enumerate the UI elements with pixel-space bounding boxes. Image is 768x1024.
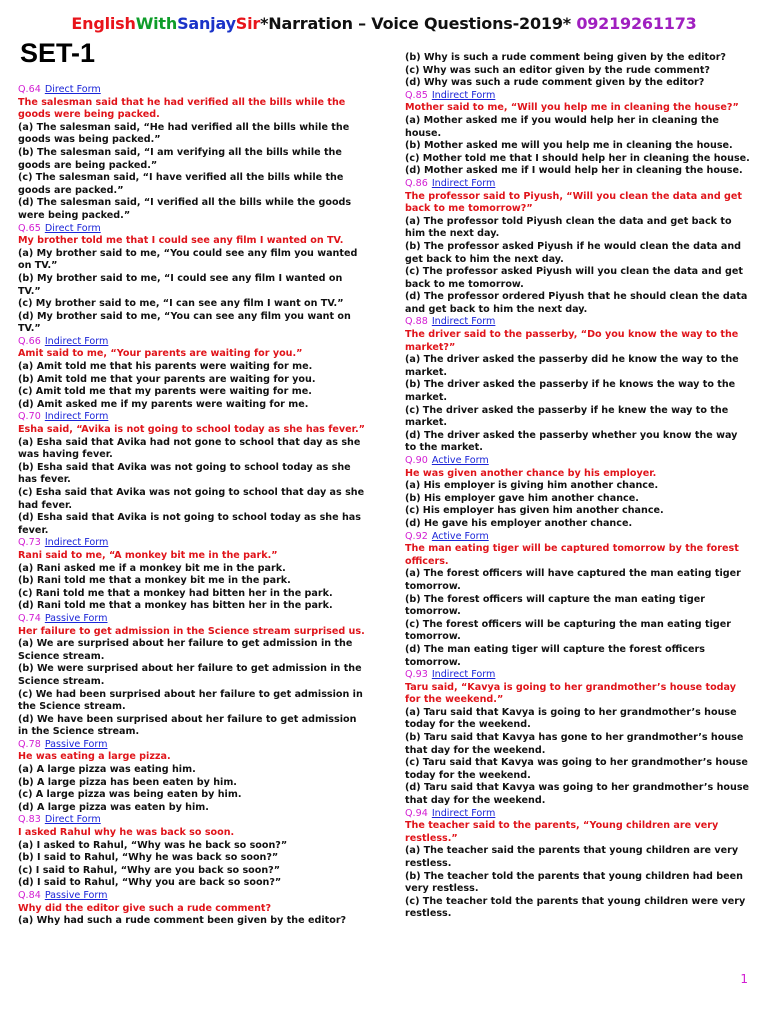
question-number: Q.73 <box>18 537 41 549</box>
header-subject: *Narration – Voice Questions-2019* <box>260 14 571 33</box>
question-header <box>18 739 368 752</box>
question-number: Q.84 <box>18 890 41 901</box>
answer-option[interactable]: (b) Why is such a rude comment being given by the editor? <box>405 52 726 63</box>
question-header <box>405 178 750 191</box>
answer-option[interactable]: (a) We are surprised about her failure to get admission in the Science stream. <box>18 638 353 662</box>
left-column <box>18 84 368 928</box>
answer-option[interactable]: (a) Why had such a rude comment been given by the editor? <box>18 915 347 927</box>
question-header <box>18 411 368 424</box>
answer-option[interactable]: (b) Mother asked me will you help me in cleaning the house. <box>405 140 733 152</box>
answer-option[interactable]: (a) Esha said that Avika had not gone to school that day as she was having fever. <box>18 436 361 461</box>
question-header <box>405 808 750 821</box>
question-header <box>405 455 750 468</box>
question-number: Q.65 <box>18 222 41 234</box>
answer-option[interactable]: (b) Rani told me that a monkey bit me in the park. <box>18 575 291 587</box>
question-block <box>18 537 368 613</box>
question-number: Q.78 <box>18 738 41 750</box>
answer-option[interactable]: (c) I said to Rahul, “Why are you back so soon?” <box>18 864 281 876</box>
answer-option[interactable]: (d) Amit asked me if my parents were waiting for me. <box>18 398 309 410</box>
answer-option[interactable]: (d) We have been surprised about her failure to get admission in the Science stream. <box>18 713 357 738</box>
answer-option[interactable]: (d) Esha said that Avika is not going to school today as she has fever. <box>18 512 361 536</box>
answer-option[interactable]: (c) Taru said that Kavya was going to her grandmother’s house today for the weekend. <box>405 757 748 781</box>
question-type-link[interactable]: Direct Form <box>44 222 101 234</box>
answer-option[interactable]: (b) The salesman said, “I am verifying all the bills while the goods are being packed.” <box>18 146 342 171</box>
answer-option[interactable]: (c) His employer has given him another chance. <box>405 505 664 517</box>
answer-option[interactable]: (b) I said to Rahul, “Why he was back so soon?” <box>18 852 279 864</box>
question-header <box>18 84 368 97</box>
answer-option[interactable]: (a) The salesman said, “He had verified all the bills while the goods was being packed.” <box>18 121 350 146</box>
answer-option[interactable]: (c) The driver asked the passerby if he knew the way to the market. <box>405 404 729 429</box>
header-brand-english: English <box>71 14 136 33</box>
question-block <box>18 411 368 537</box>
answer-option[interactable]: (c) The forest officers will be capturing the man eating tiger tomorrow. <box>405 618 731 643</box>
answer-option[interactable]: (b) The teacher told the parents that young children had been very restless. <box>405 870 743 895</box>
answer-option[interactable]: (d) The salesman said, “I verified all the bills while the goods were being packed.” <box>18 197 352 221</box>
answer-option[interactable]: (b) Taru said that Kavya has gone to her grandmother’s house that day for the weekend. <box>405 732 744 756</box>
answer-option[interactable]: (c) My brother said to me, “I can see any film I want on TV.” <box>18 298 344 310</box>
answer-option[interactable]: (a) A large pizza was eating him. <box>18 764 196 776</box>
answer-option[interactable]: (b) My brother said to me, “I could see any film I wanted on TV.” <box>18 272 343 297</box>
question-number: Q.93 <box>405 669 428 681</box>
question-header <box>405 90 750 103</box>
question-number: Q.86 <box>405 177 428 189</box>
answer-option[interactable]: (b) Amit told me that your parents are waiting for you. <box>18 373 316 385</box>
answer-option[interactable]: (a) Taru said that Kavya is going to her grandmother’s house today for the weekend. <box>405 706 737 731</box>
question-block <box>405 455 750 531</box>
answer-option[interactable]: (c) Amit told me that my parents were waiting for me. <box>18 386 312 398</box>
question-block <box>405 808 750 921</box>
answer-option[interactable]: (d) Taru said that Kavya was going to her grandmother’s house that day for the weekend. <box>405 782 750 807</box>
answer-option[interactable]: (b) We were surprised about her failure to get admission in the Science stream. <box>18 663 362 687</box>
right-questions <box>405 90 750 921</box>
question-type-link[interactable]: Indirect Form <box>44 411 109 423</box>
question-header <box>18 223 368 236</box>
answer-option[interactable]: (c) Esha said that Avika was not going to school that day as she had fever. <box>18 487 365 511</box>
answer-option[interactable]: (a) The teacher said the parents that young children are very restless. <box>405 845 739 869</box>
question-type-link[interactable]: Indirect Form <box>431 807 496 819</box>
answer-option[interactable]: (d) The driver asked the passerby whether you know the way to the market. <box>405 429 738 454</box>
answer-option[interactable]: (a) I asked to Rahul, “Why was he back so soon?” <box>18 839 288 851</box>
answer-option[interactable]: (c) Rani told me that a monkey had bitten her in the park. <box>18 587 333 599</box>
answer-option[interactable]: (d) The professor ordered Piyush that he should clean the data and get back to him the next day. <box>405 291 748 315</box>
question-block <box>18 890 368 928</box>
question-number: Q.88 <box>405 316 428 328</box>
answer-option[interactable]: (d) Rani told me that a monkey has bitten her in the park. <box>18 600 333 612</box>
answer-option[interactable]: (d) I said to Rahul, “Why you are back so soon?” <box>18 877 282 889</box>
question-stem: The teacher said to the parents, “Young children are very restless.” <box>405 820 719 844</box>
answer-option[interactable]: (d) Mother asked me if I would help her in cleaning the house. <box>405 165 743 177</box>
question-number: Q.94 <box>405 807 428 819</box>
question-stem: Why did the editor give such a rude comment? <box>18 902 272 914</box>
question-number: Q.74 <box>18 612 41 624</box>
question-block <box>18 739 368 815</box>
question-stem: Taru said, “Kavya is going to her grandmother’s house today for the weekend.” <box>405 681 736 706</box>
page-number: 1 <box>740 972 748 986</box>
answer-option[interactable]: (c) The professor asked Piyush will you clean the data and get back to me tomorrow. <box>405 266 743 290</box>
question-header <box>18 537 368 550</box>
question-stem: Amit said to me, “Your parents are waiting for you.” <box>18 348 303 360</box>
question-type-link[interactable]: Direct Form <box>44 814 101 826</box>
question-stem: The professor said to Piyush, “Will you clean the data and get back to me tomorrow?” <box>405 190 743 215</box>
answer-option[interactable]: (b) The forest officers will capture the man eating tiger tomorrow. <box>405 593 705 618</box>
question-block <box>18 336 368 412</box>
page-header <box>0 14 768 33</box>
question-type-link[interactable]: Indirect Form <box>431 669 496 681</box>
question-type-link[interactable]: Passive Form <box>44 890 108 901</box>
question-header <box>405 669 750 682</box>
question-type-link[interactable]: Active Form <box>431 455 489 466</box>
question-stem: Esha said, “Avika is not going to school today as she has fever.” <box>18 424 365 436</box>
answer-option[interactable]: (c) The teacher told the parents that young children were very restless. <box>405 895 746 920</box>
question-type-link[interactable]: Indirect Form <box>431 316 496 328</box>
answer-option[interactable]: (c) We had been surprised about her failure to get admission in the Science stream. <box>18 688 363 713</box>
answer-option[interactable]: (d) My brother said to me, “You can see any film you want on TV.” <box>18 310 351 335</box>
question-block <box>18 84 368 223</box>
question-number: Q.85 <box>405 89 428 101</box>
question-type-link[interactable]: Indirect Form <box>44 537 109 549</box>
answer-option[interactable]: (b) The professor asked Piyush if he would clean the data and get back to him the next day. <box>405 240 742 265</box>
question-type-link[interactable]: Direct Form <box>44 84 101 95</box>
question-header <box>405 531 750 544</box>
answer-option[interactable]: (d) Why was such a rude comment given by the editor? <box>405 77 705 89</box>
answer-option[interactable]: (d) He gave his employer another chance. <box>405 517 633 529</box>
question-type-link[interactable]: Indirect Form <box>431 177 496 189</box>
question-header <box>18 890 368 903</box>
answer-option[interactable]: (a) My brother said to me, “You could see any film you wanted on TV.” <box>18 247 358 272</box>
answer-option[interactable]: (b) Esha said that Avika was not going to school today as she has fever. <box>18 461 351 486</box>
question-type-link[interactable]: Passive Form <box>44 738 108 750</box>
answer-option[interactable]: (a) Mother asked me if you would help her in cleaning the house. <box>405 114 719 139</box>
answer-option[interactable]: (a) The forest officers will have captured the man eating tiger tomorrow. <box>405 568 741 592</box>
question-number: Q.70 <box>18 411 41 423</box>
question-stem: He was eating a large pizza. <box>18 751 171 763</box>
question-block <box>405 316 750 455</box>
question-stem: Mother said to me, “Will you help me in cleaning the house?” <box>405 102 739 114</box>
question-number: Q.92 <box>405 530 428 542</box>
question-type-link[interactable]: Passive Form <box>44 612 108 624</box>
answer-option[interactable]: (a) The driver asked the passerby did he know the way to the market. <box>405 354 739 378</box>
set-title: SET-1 <box>20 38 96 68</box>
right-column <box>405 52 750 921</box>
question-stem: My brother told me that I could see any film I wanted on TV. <box>18 235 344 247</box>
question-block <box>18 223 368 336</box>
answer-option[interactable]: (c) Why was such an editor given by the rude comment? <box>405 64 710 76</box>
answer-option[interactable]: (b) The driver asked the passerby if he knows the way to the market. <box>405 379 736 404</box>
question-block <box>405 669 750 808</box>
question-stem: He was given another chance by his employer. <box>405 467 657 479</box>
answer-option[interactable]: (a) His employer is giving him another chance. <box>405 480 659 492</box>
question-number: Q.83 <box>18 814 41 826</box>
answer-option[interactable]: (c) A large pizza was being eaten by him. <box>18 789 242 801</box>
header-brand-sanjay: Sanjay <box>177 14 236 33</box>
continued-options <box>405 52 750 90</box>
answer-option[interactable]: (c) The salesman said, “I have verified all the bills while the goods are packed.” <box>18 172 344 196</box>
question-stem: Rani said to me, “A monkey bit me in the park.” <box>18 549 278 561</box>
question-stem: The man eating tiger will be captured tomorrow by the forest officers. <box>405 543 739 567</box>
question-type-link[interactable]: Indirect Form <box>431 89 496 101</box>
question-number: Q.66 <box>18 335 41 347</box>
question-type-link[interactable]: Active Form <box>431 530 489 542</box>
question-block <box>405 90 750 178</box>
answer-option[interactable]: (a) Amit told me that his parents were waiting for me. <box>18 361 313 373</box>
header-phone: 09219261173 <box>576 14 697 33</box>
answer-option[interactable]: (a) Rani asked me if a monkey bit me in the park. <box>18 562 286 574</box>
question-stem: Her failure to get admission in the Science stream surprised us. <box>18 625 365 637</box>
header-brand-sir: Sir <box>235 14 261 33</box>
question-block <box>18 814 368 890</box>
answer-option[interactable]: (d) The man eating tiger will capture the forest officers tomorrow. <box>405 643 705 668</box>
question-header <box>18 814 368 827</box>
question-block <box>405 531 750 670</box>
question-header <box>18 336 368 349</box>
answer-option[interactable]: (d) A large pizza was eaten by him. <box>18 801 209 813</box>
answer-option[interactable]: (c) Mother told me that I should help her in cleaning the house. <box>405 152 750 164</box>
question-header <box>405 316 750 329</box>
question-stem: The salesman said that he had verified all the bills while the goods were being packed. <box>18 96 346 121</box>
header-brand-with: With <box>135 14 178 33</box>
question-type-link[interactable]: Indirect Form <box>44 335 109 347</box>
question-number: Q.64 <box>18 84 41 95</box>
answer-option[interactable]: (b) A large pizza has been eaten by him. <box>18 776 237 788</box>
question-block <box>405 178 750 317</box>
question-block <box>18 613 368 739</box>
question-stem: The driver said to the passerby, “Do you know the way to the market?” <box>405 329 739 353</box>
question-number: Q.90 <box>405 455 428 466</box>
question-stem: I asked Rahul why he was back so soon. <box>18 827 235 839</box>
answer-option[interactable]: (a) The professor told Piyush clean the data and get back to him the next day. <box>405 215 732 240</box>
question-header <box>18 613 368 626</box>
answer-option[interactable]: (b) His employer gave him another chance. <box>405 492 639 504</box>
